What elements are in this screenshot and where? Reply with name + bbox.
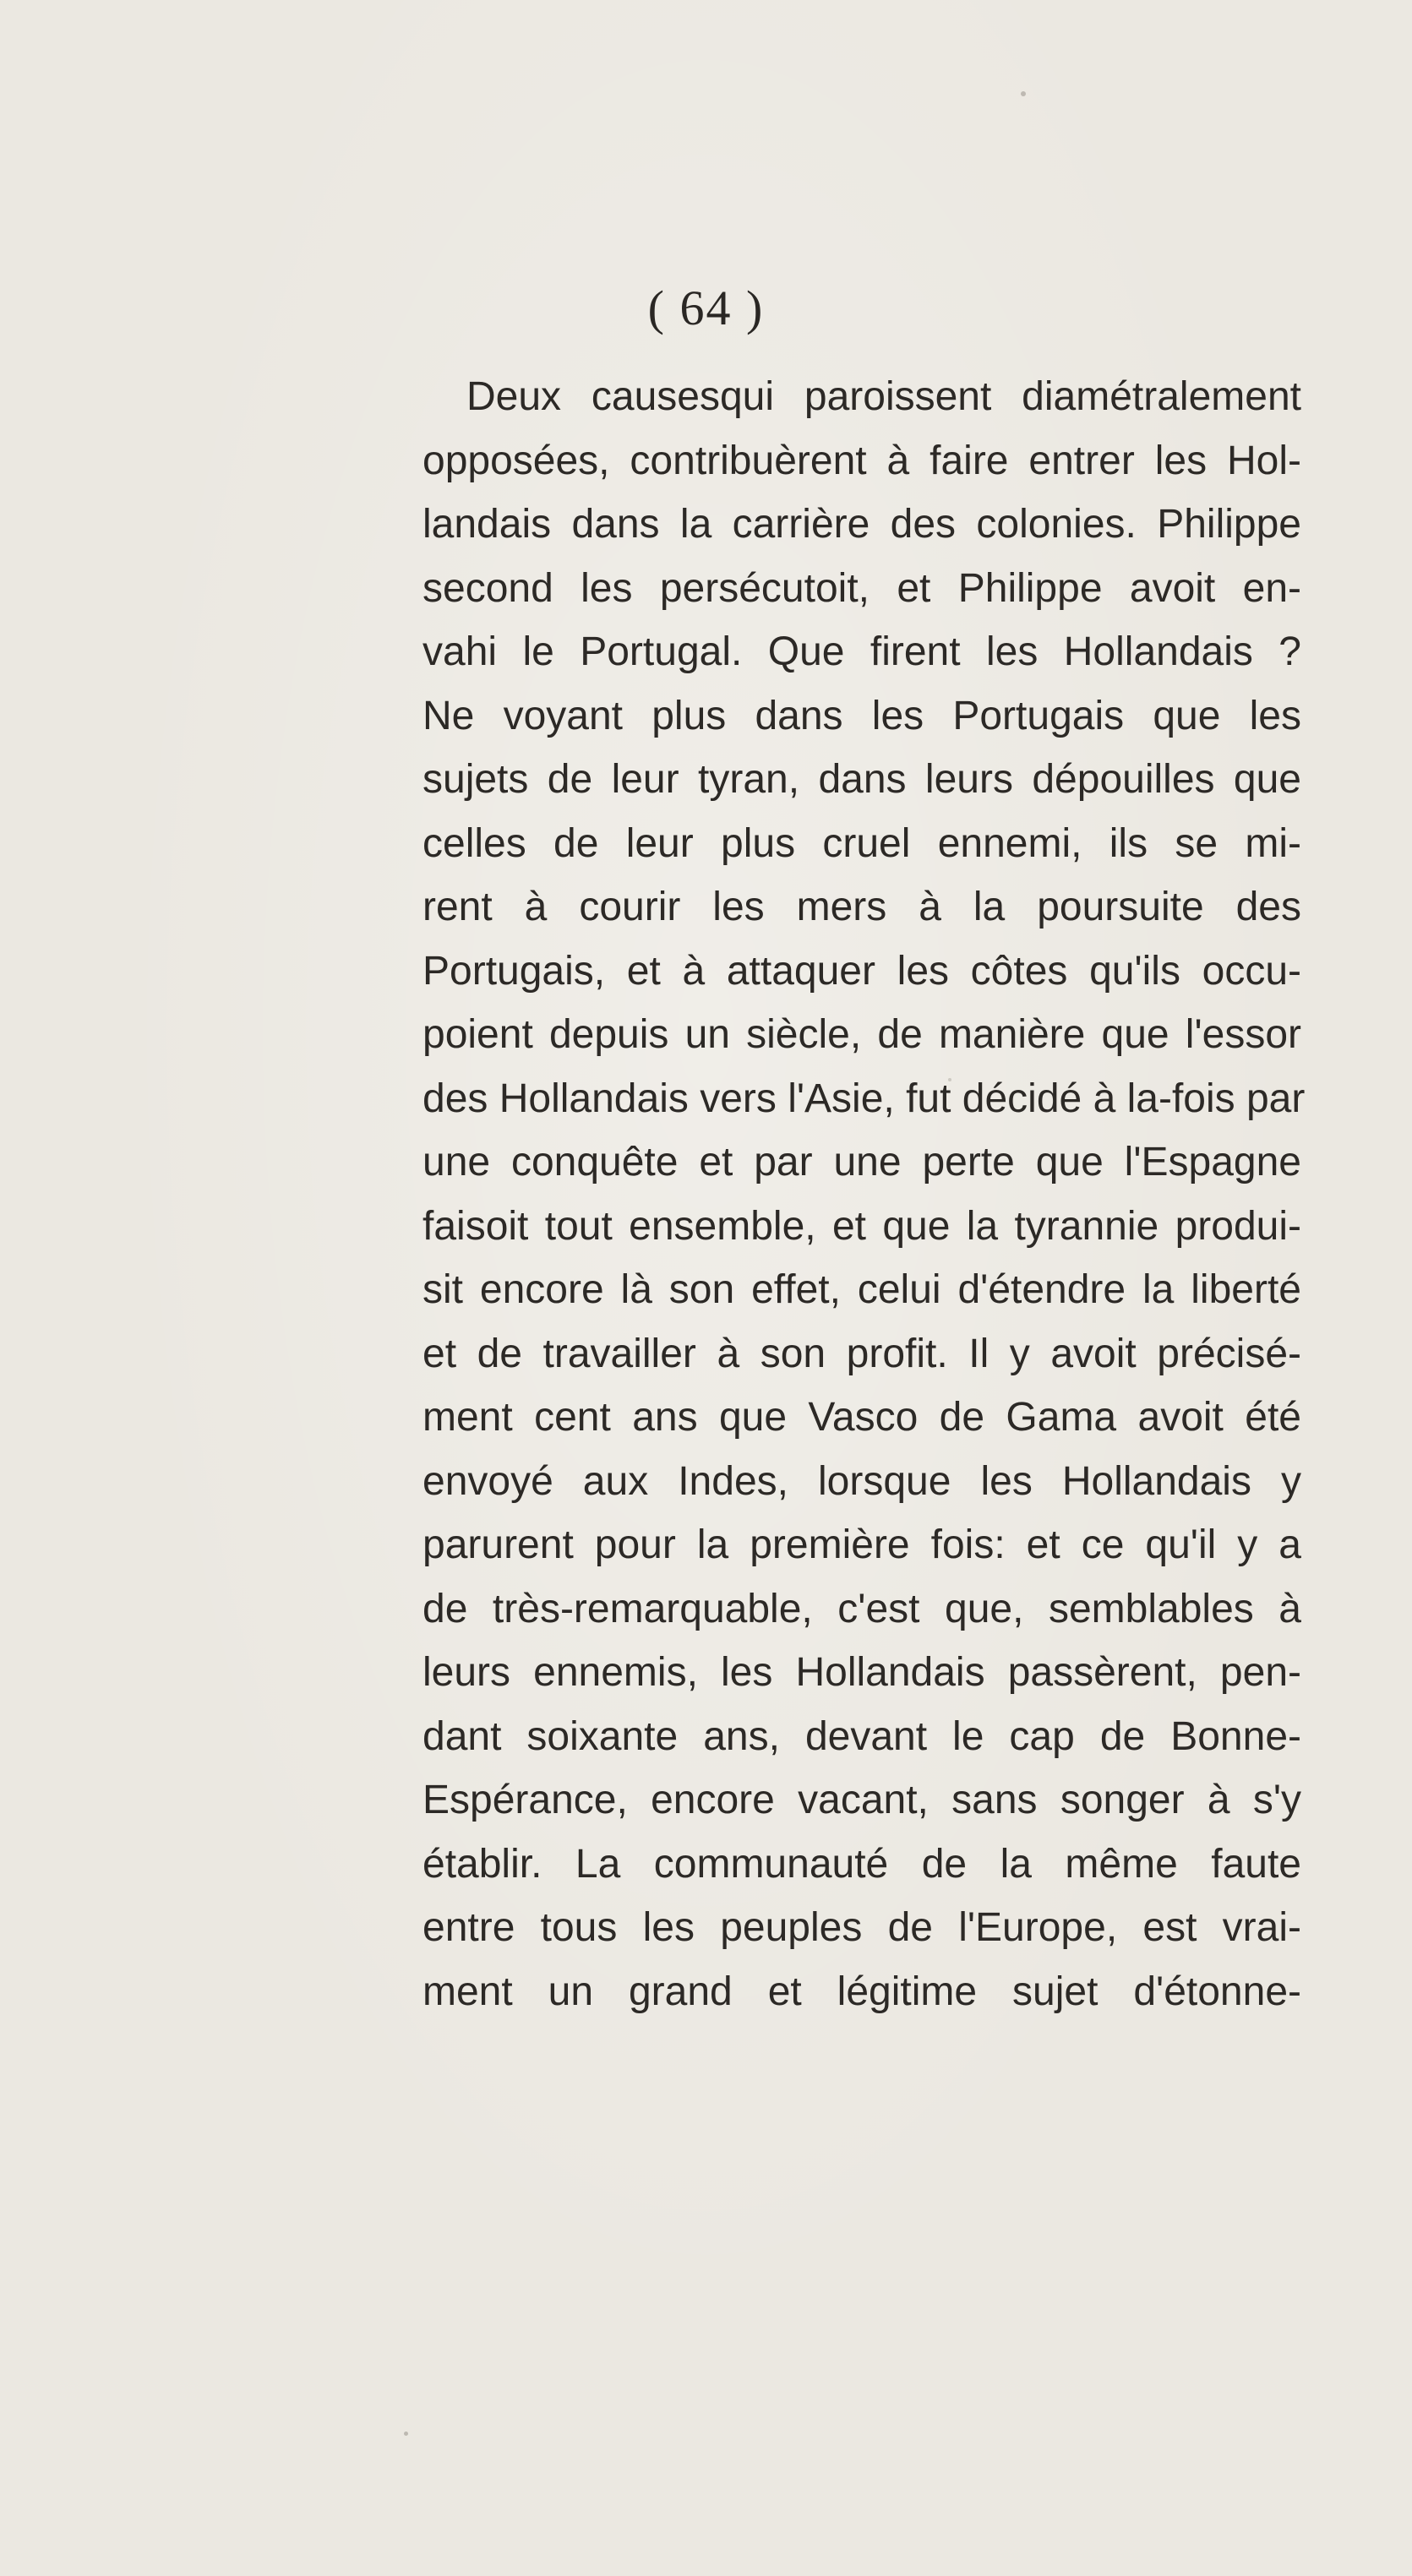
- text-line: une conquête et par une perte que l'Espagne: [423, 1140, 1301, 1185]
- text-line: poient depuis un siècle, de manière que l'essor: [423, 1012, 1301, 1057]
- text-line: faisoit tout ensemble, et que la tyrannie produi-: [423, 1203, 1301, 1249]
- text-line: celles de leur plus cruel ennemi, ils se mi-: [423, 820, 1301, 866]
- text-line: ment cent ans que Vasco de Gama avoit été: [423, 1395, 1301, 1440]
- paper-speck: [404, 2432, 408, 2436]
- text-line: sujets de leur tyran, dans leurs dépouilles que: [423, 757, 1301, 802]
- text-line: second les persécutoit, et Philippe avoit en-: [423, 565, 1301, 611]
- body-text: [423, 365, 1306, 2023]
- text-line: sit encore là son effet, celui d'étendre la liberté: [423, 1267, 1301, 1312]
- text-line: Portugais, et à attaquer les côtes qu'ils occu-: [423, 948, 1301, 994]
- text-line: dant soixante ans, devant le cap de Bonne-: [423, 1713, 1301, 1759]
- text-line: de très-remarquable, c'est que, semblables à: [423, 1586, 1301, 1631]
- text-line: et de travailler à son profit. Il y avoit précisé-: [423, 1331, 1301, 1376]
- text-line: établir. La communauté de la même faute: [423, 1841, 1301, 1887]
- paper-speck: [948, 1078, 951, 1081]
- text-line: vahi le Portugal. Que firent les Hollandais ?: [423, 629, 1301, 674]
- text-line: Deux causesqui paroissent diamétralement: [466, 374, 1301, 419]
- text-line: entre tous les peuples de l'Europe, est vrai-: [423, 1905, 1301, 1950]
- paper-speck: [1021, 91, 1026, 96]
- text-line: Ne voyant plus dans les Portugais que les: [423, 693, 1301, 738]
- text-line: ment un grand et légitime sujet d'étonne-: [423, 1969, 1301, 2014]
- text-line: parurent pour la première fois: et ce qu'il y a: [423, 1522, 1301, 1567]
- text-line: des Hollandais vers l'Asie, fut décidé à la-fois par: [423, 1076, 1306, 1121]
- text-line: landais dans la carrière des colonies. Philippe: [423, 502, 1301, 547]
- text-line: envoyé aux Indes, lorsque les Hollandais y: [423, 1458, 1301, 1504]
- text-line: rent à courir les mers à la poursuite des: [423, 885, 1301, 929]
- text-line: Espérance, encore vacant, sans songer à s'y: [423, 1778, 1301, 1822]
- text-line: leurs ennemis, les Hollandais passèrent, pen-: [423, 1650, 1301, 1695]
- page-number: ( 64 ): [647, 280, 765, 335]
- text-line: opposées, contribuèrent à faire entrer les Hol-: [423, 438, 1301, 483]
